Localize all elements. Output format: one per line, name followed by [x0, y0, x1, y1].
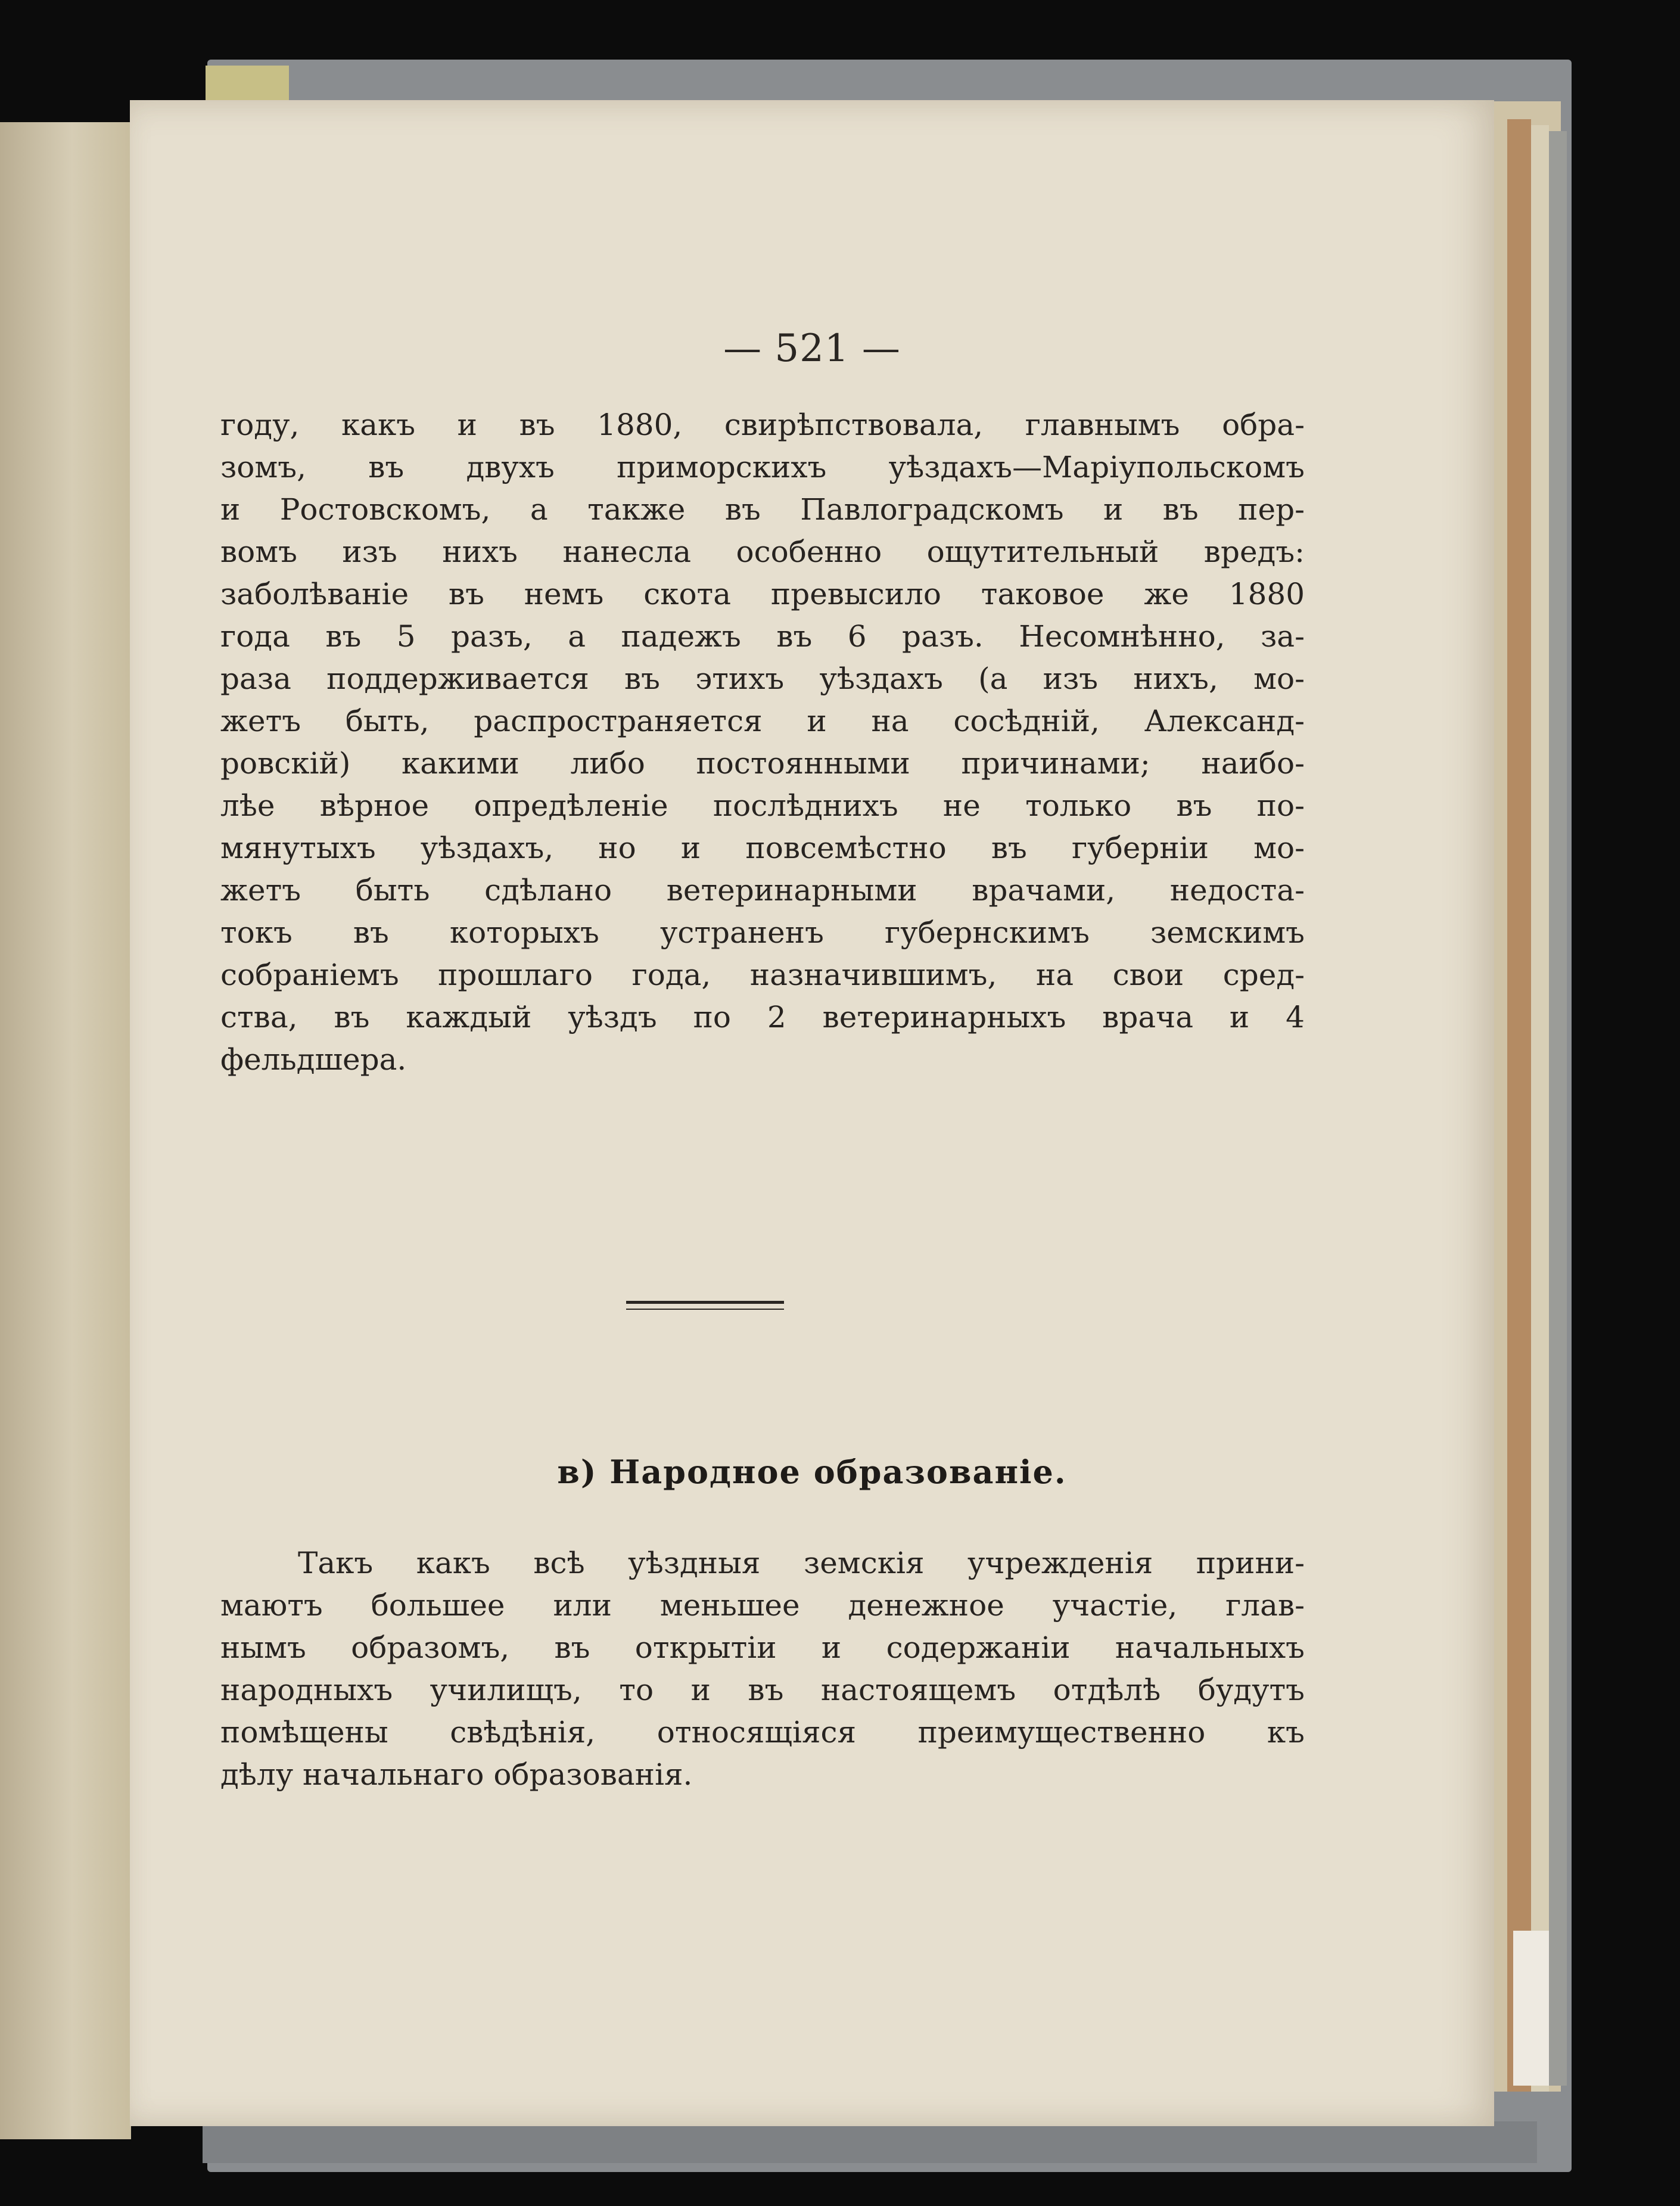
text-line: ства, въ каждый уѣздъ по 2 ветеринарныхъ врача и 4 [220, 1000, 1305, 1034]
text-line: жетъ быть сдѣлано ветеринарными врачами, недоста- [220, 873, 1305, 908]
text-line: и Ростовскомъ, а также въ Павлоградскомъ и въ пер- [220, 492, 1305, 527]
book-page [130, 100, 1494, 2126]
adjacent-page-edge [0, 122, 131, 2139]
text-line: фельдшера. [220, 1042, 407, 1077]
page-tab [1513, 1931, 1549, 2086]
paragraph-2 [220, 1542, 1305, 1796]
text-line: раза поддерживается въ этихъ уѣздахъ (а изъ нихъ, мо- [220, 661, 1305, 696]
text-line: помѣщены свѣдѣнія, относящіяся преимущественно къ [220, 1715, 1305, 1750]
page-stack-edge [1507, 119, 1531, 2092]
text-line: зомъ, въ двухъ приморскихъ уѣздахъ—Маріупольскомъ [220, 450, 1305, 484]
cover-edge [1549, 131, 1567, 2086]
text-line: года въ 5 разъ, а падежъ въ 6 разъ. Несомнѣнно, за- [220, 619, 1305, 654]
text-line: дѣлу начальнаго образованія. [220, 1757, 693, 1792]
paragraph-1 [220, 404, 1305, 1081]
section-heading: в) Народное образованіе. [557, 1453, 1067, 1491]
book-cover-bottom [203, 2121, 1537, 2163]
page-number: — 521 — [723, 327, 901, 371]
text-line: Такъ какъ всѣ уѣздныя земскія учрежденія прини- [298, 1546, 1305, 1580]
text-line: мянутыхъ уѣздахъ, но и повсемѣстно въ губерніи мо- [220, 831, 1305, 865]
text-line: лѣе вѣрное опредѣленіе послѣднихъ не только въ по- [220, 788, 1305, 823]
text-line: маютъ большее или меньшее денежное участіе, глав- [220, 1588, 1305, 1623]
text-line: собраніемъ прошлаго года, назначившимъ, на свои сред- [220, 958, 1305, 992]
text-line: ровскій) какими либо постоянными причинами; наибо- [220, 746, 1305, 781]
page-stack-edge [1531, 125, 1549, 2092]
text-line: году, какъ и въ 1880, свирѣпствовала, главнымъ обра- [220, 408, 1305, 442]
text-line: токъ въ которыхъ устраненъ губернскимъ земскимъ [220, 915, 1305, 950]
section-divider [626, 1301, 784, 1310]
text-line: народныхъ училищъ, то и въ настоящемъ отдѣлѣ будутъ [220, 1673, 1305, 1707]
text-line: заболѣваніе въ немъ скота превысило таковое же 1880 [220, 577, 1305, 611]
text-line: жетъ быть, распространяется и на сосѣдній, Александ- [220, 704, 1305, 738]
text-line: нымъ образомъ, въ открытіи и содержаніи начальныхъ [220, 1630, 1305, 1665]
text-line: вомъ изъ нихъ нанесла особенно ощутительный вредъ: [220, 535, 1305, 569]
